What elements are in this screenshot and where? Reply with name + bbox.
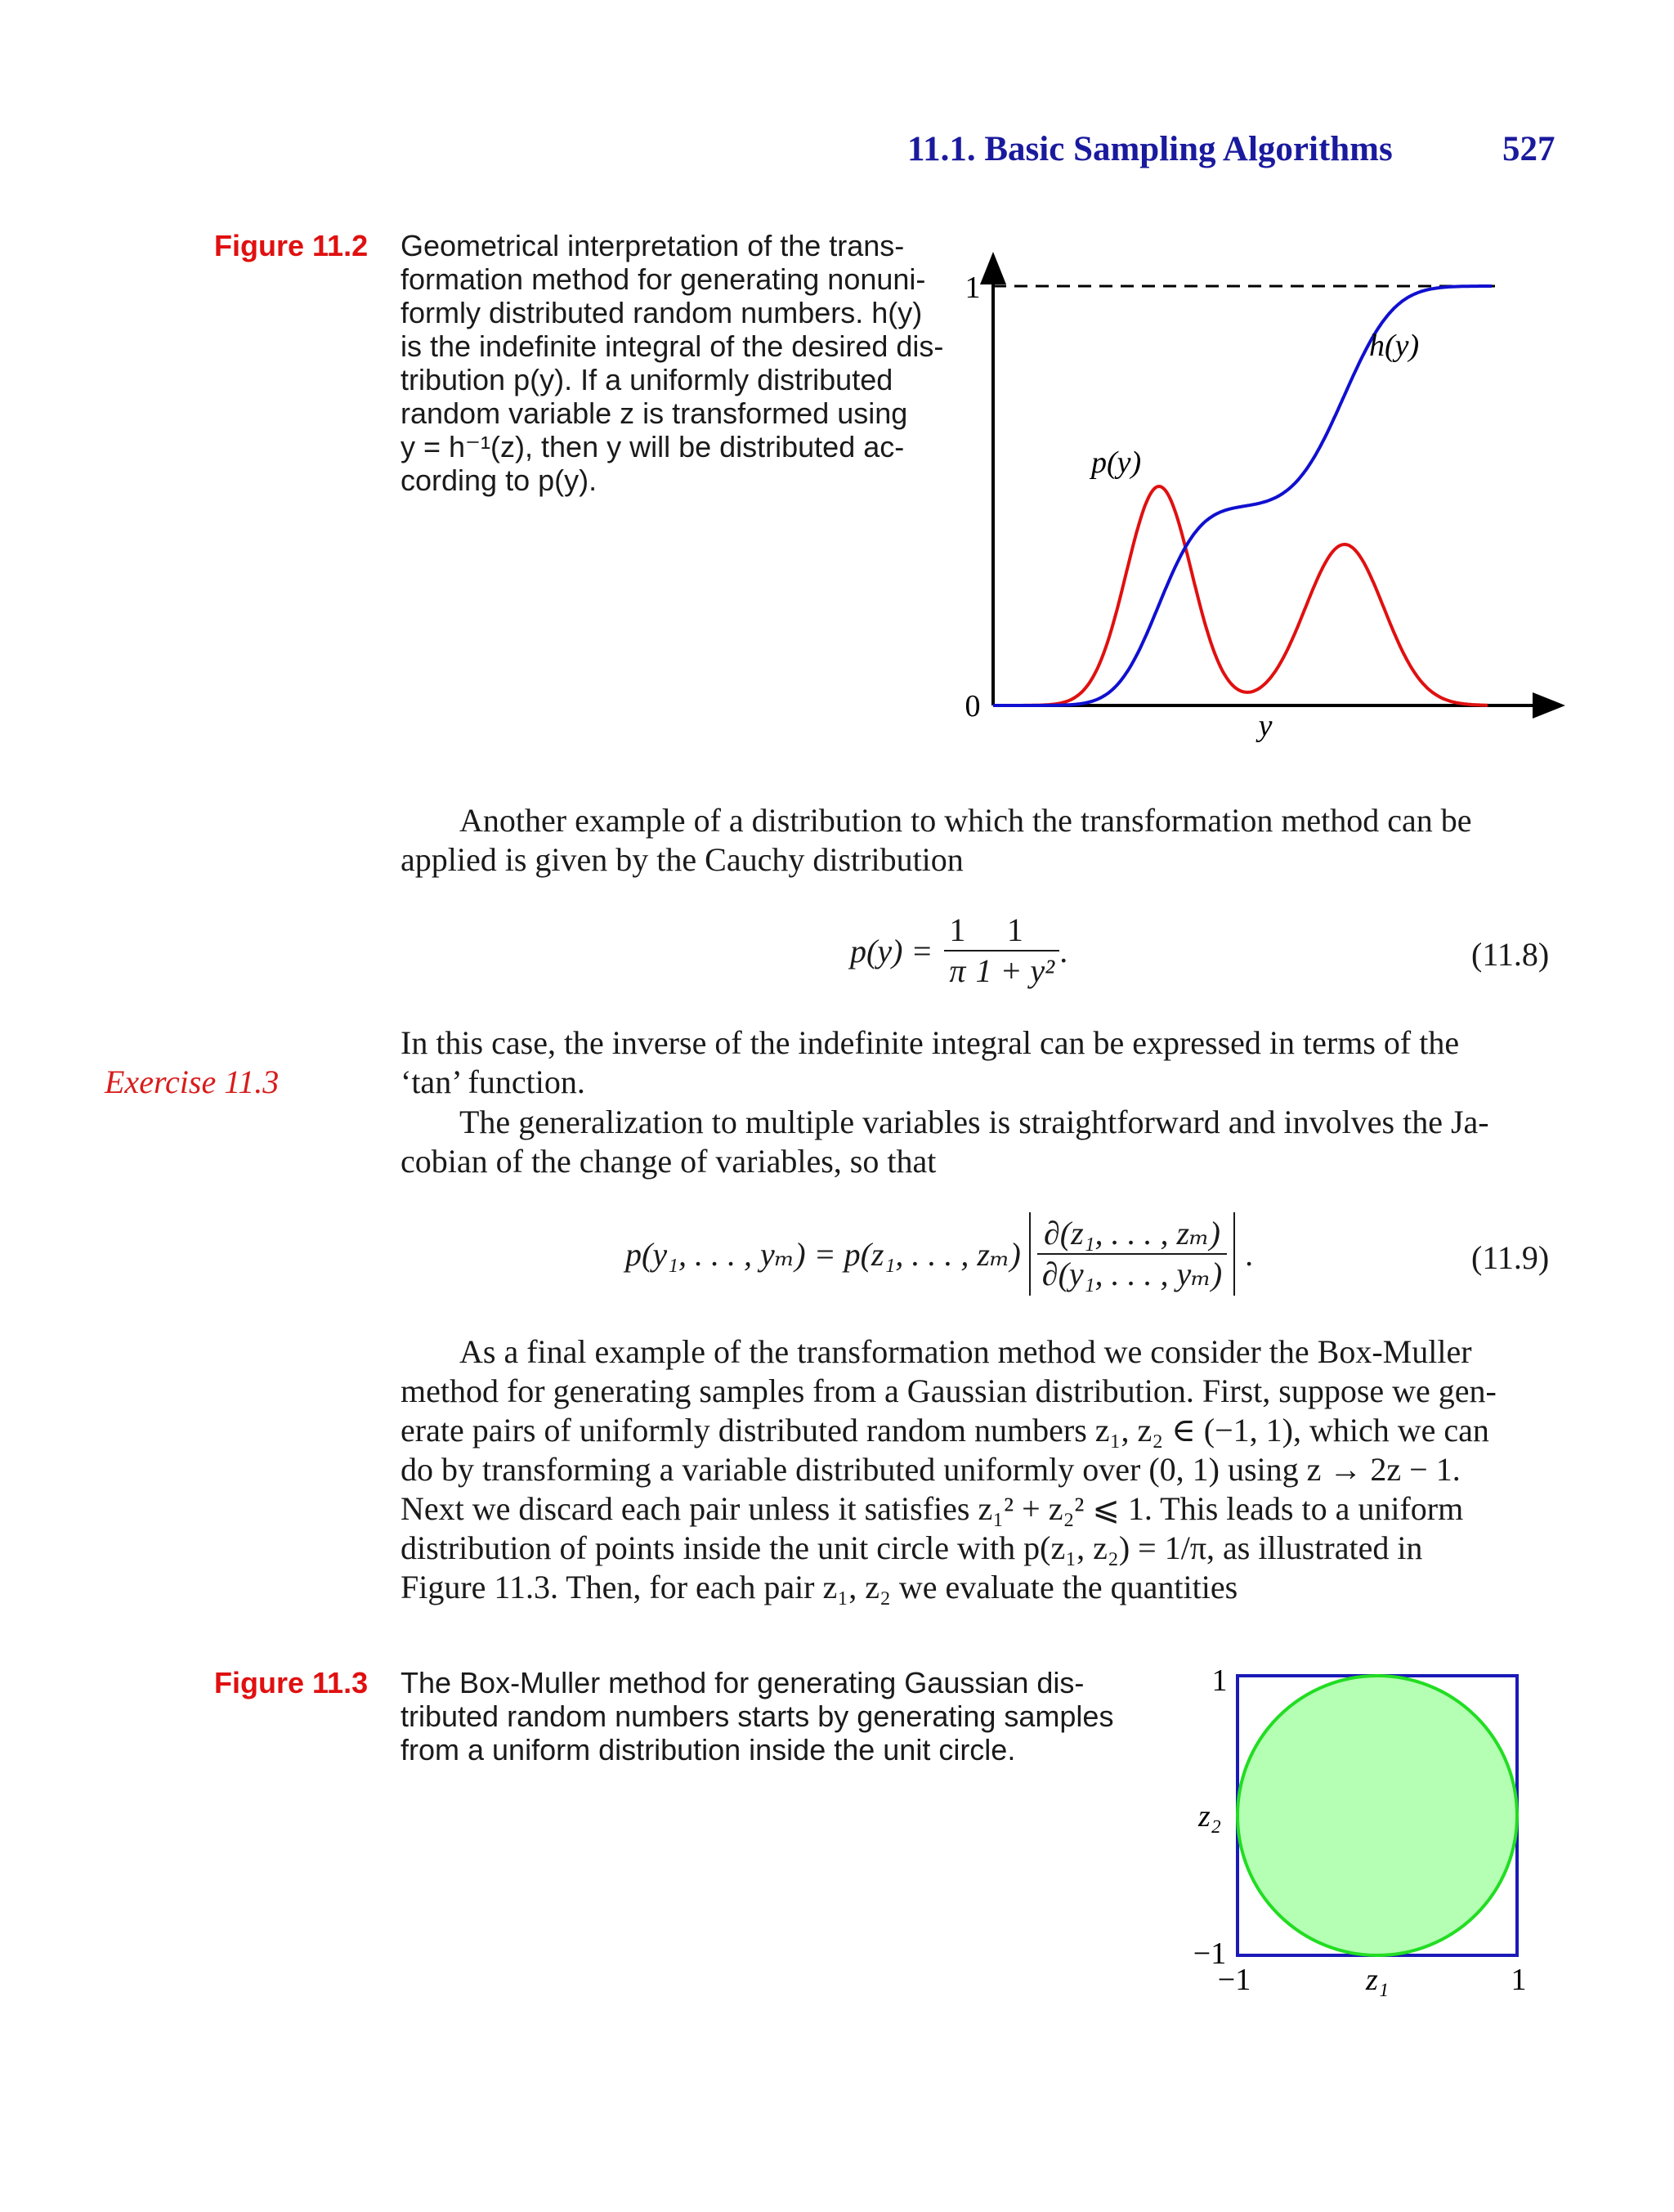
jacobian-abs xyxy=(1029,1212,1235,1296)
paragraph-3 xyxy=(401,1103,1545,1181)
caption-line: random variable z is transformed using xyxy=(401,396,908,430)
equation-number: (11.9) xyxy=(1471,1239,1550,1276)
caption-line: y = h⁻¹(z), then y will be distributed ac- xyxy=(401,430,905,463)
eq-tail: . xyxy=(1245,1235,1254,1273)
equation-11-8 xyxy=(850,906,1068,996)
text-line: cobian of the change of variables, so that xyxy=(401,1143,937,1180)
text-line: ‘tan’ function. xyxy=(401,1063,585,1100)
figure-11-2-label: Figure 11.2 xyxy=(214,229,369,262)
equation-number: (11.8) xyxy=(1471,936,1550,973)
caption-line: from a uniform distribution inside the unit circle. xyxy=(401,1733,1016,1766)
paragraph-1 xyxy=(401,801,1545,880)
numerator: ∂(z₁, . . . , zₘ) xyxy=(1043,1215,1220,1252)
text-line: method for generating samples from a Gaussian distribution. First, suppose we gen- xyxy=(401,1372,1497,1409)
x-tick-right: 1 xyxy=(1511,1963,1527,1997)
y-axis-label: z₂ xyxy=(1198,1799,1221,1834)
eq-lhs: p(y) = xyxy=(850,932,933,969)
text-line: Another example of a distribution to which the transformation method can be xyxy=(459,802,1472,839)
y-tick-top: 1 xyxy=(1211,1663,1228,1698)
equation-11-9 xyxy=(625,1208,1253,1300)
tick-label-top: 1 xyxy=(965,271,981,305)
x-axis-label: z₁ xyxy=(1366,1963,1389,1997)
text-line: distribution of points inside the unit circle with p(z₁, z₂) = 1/π, as illustrated in xyxy=(401,1529,1423,1566)
caption-line: tribution p(y). If a uniformly distributed xyxy=(401,363,893,396)
p-curve xyxy=(993,486,1488,705)
denominator: 1 + y² xyxy=(970,950,1059,991)
x-axis-label: y xyxy=(1258,709,1273,743)
denominator: π xyxy=(944,950,970,991)
figure-11-3-caption xyxy=(401,1666,1153,1766)
text-line: Figure 11.3. Then, for each pair z₁, z₂ we evaluate the quantities xyxy=(401,1569,1238,1605)
caption-line: cording to p(y). xyxy=(401,463,598,497)
text-line: In this case, the inverse of the indefinite integral can be expressed in terms of the xyxy=(401,1024,1460,1061)
exercise-link[interactable]: Exercise 11.3 xyxy=(105,1063,280,1100)
unit-circle-figure xyxy=(1177,1659,1537,2011)
y-tick-bottom: −1 xyxy=(1193,1937,1227,1971)
transformation-figure xyxy=(948,245,1569,768)
text-line: applied is given by the Cauchy distribution xyxy=(401,841,964,878)
jacobian-fraction xyxy=(1037,1214,1227,1294)
paragraph-2 xyxy=(401,1023,1545,1102)
numerator: 1 xyxy=(949,911,966,948)
tick-label-bottom: 0 xyxy=(965,689,981,723)
caption-line: tributed random numbers starts by generating samples xyxy=(401,1699,1114,1733)
caption-line: The Box-Muller method for generating Gaussian dis- xyxy=(401,1666,1085,1699)
text-line: erate pairs of uniformly distributed random numbers z₁, z₂ ∈ (−1, 1), which we can xyxy=(401,1412,1489,1449)
eq-tail: . xyxy=(1059,932,1068,969)
caption-line: formly distributed random numbers. h(y) xyxy=(401,296,923,329)
figure-11-2-caption xyxy=(401,229,944,497)
page-number: 527 xyxy=(1502,130,1555,168)
paragraph-4 xyxy=(401,1332,1545,1607)
fraction-1-over-pi xyxy=(944,911,970,991)
numerator: 1 xyxy=(1006,911,1023,948)
p-curve-label: p(y) xyxy=(1091,446,1142,480)
caption-line: is the indefinite integral of the desired dis- xyxy=(401,329,944,363)
x-tick-left: −1 xyxy=(1217,1963,1251,1997)
caption-line: Geometrical interpretation of the trans- xyxy=(401,229,905,262)
text-line: Next we discard each pair unless it satisfies z₁² + z₂² ⩽ 1. This leads to a uniform xyxy=(401,1490,1464,1527)
unit-circle xyxy=(1238,1676,1517,1955)
figure-11-3-label: Figure 11.3 xyxy=(214,1666,369,1699)
text-line: The generalization to multiple variables is straightforward and involves the Ja- xyxy=(459,1104,1489,1140)
caption-line: formation method for generating nonuni- xyxy=(401,262,926,296)
denominator: ∂(y₁, . . . , yₘ) xyxy=(1037,1253,1227,1294)
h-curve-label: h(y) xyxy=(1369,329,1420,363)
fraction-1-over-1-plus-y2 xyxy=(970,911,1059,991)
eq-lhs: p(y₁, . . . , yₘ) = p(z₁, . . . , zₘ) xyxy=(625,1235,1021,1273)
text-line: do by transforming a variable distributed uniformly over (0, 1) using z → 2z − 1. xyxy=(401,1451,1461,1488)
text-line: As a final example of the transformation method we consider the Box-Muller xyxy=(459,1333,1472,1370)
running-title: 11.1. Basic Sampling Algorithms xyxy=(907,130,1393,168)
